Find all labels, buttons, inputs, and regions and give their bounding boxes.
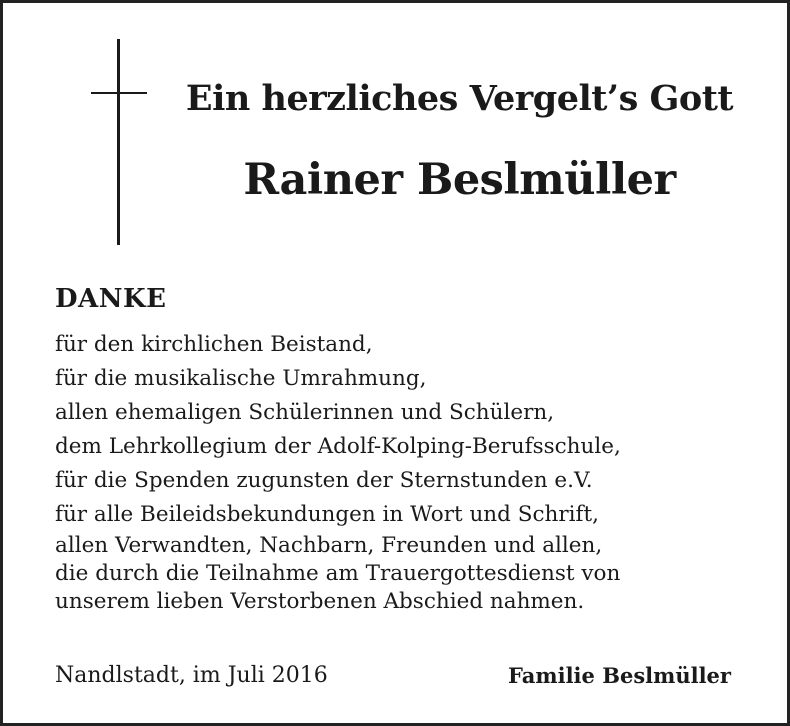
thanks-list bbox=[55, 328, 755, 616]
thanks-line: die durch die Teilnahme am Trauergottesdienst von bbox=[55, 561, 621, 586]
headline: Ein herzliches Vergelt’s Gott bbox=[185, 78, 734, 119]
thanks-line: allen ehemaligen Schülerinnen und Schülern, bbox=[55, 400, 555, 425]
place-date: Nandlstadt, im Juli 2016 bbox=[55, 663, 328, 688]
thanks-line: dem Lehrkollegium der Adolf-Kolping-Berufsschule, bbox=[55, 434, 621, 459]
thanks-line: für den kirchlichen Beistand, bbox=[55, 332, 373, 357]
deceased-name: Rainer Beslmüller bbox=[243, 155, 676, 205]
cross-icon bbox=[91, 39, 147, 245]
family-signature: Familie Beslmüller bbox=[508, 663, 731, 688]
thanks-line: allen Verwandten, Nachbarn, Freunden und allen, bbox=[55, 533, 603, 558]
thanks-line: für die musikalische Umrahmung, bbox=[55, 366, 427, 391]
danke-heading: DANKE bbox=[55, 284, 167, 314]
cross-vertical-bar bbox=[117, 39, 120, 245]
thanks-line: für die Spenden zugunsten der Sternstunden e.V. bbox=[55, 468, 593, 493]
thanks-line: für alle Beileidsbekundungen in Wort und Schrift, bbox=[55, 502, 599, 527]
thanks-line: unserem lieben Verstorbenen Abschied nahmen. bbox=[55, 589, 585, 614]
cross-horizontal-bar bbox=[91, 92, 147, 94]
